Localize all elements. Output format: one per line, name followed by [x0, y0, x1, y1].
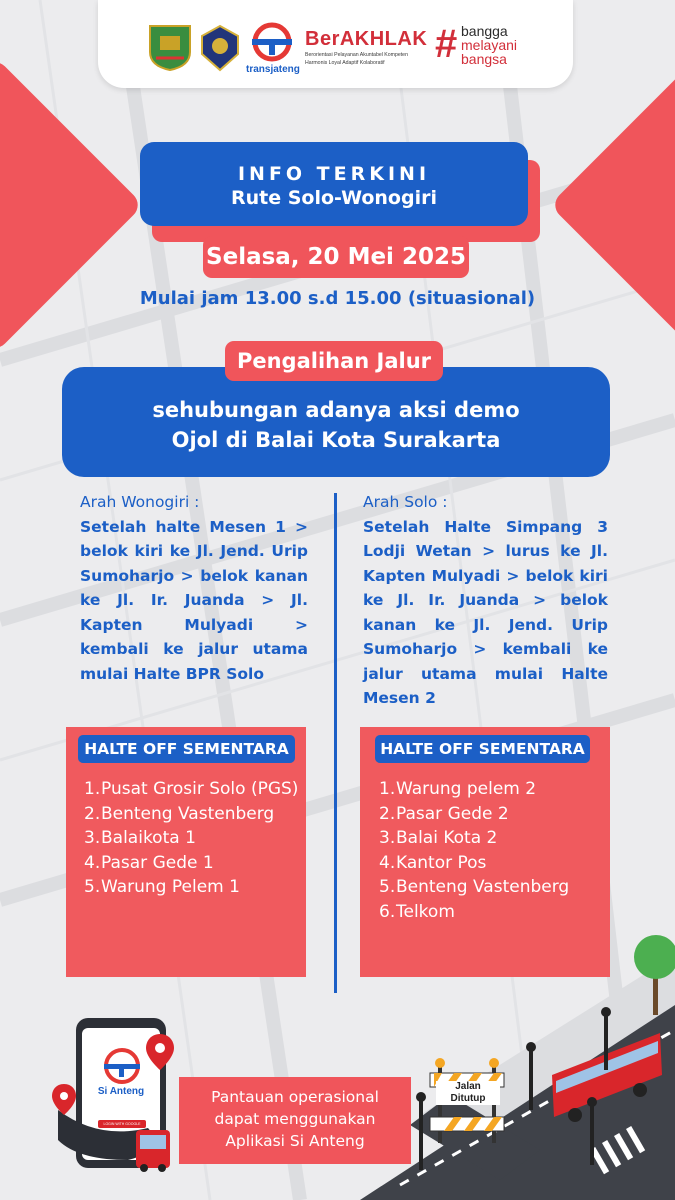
transjateng-label: transjateng	[246, 64, 300, 75]
list-number: 3.	[379, 828, 396, 848]
list-number: 1.	[84, 779, 101, 799]
road-closed-line1: Jalan	[455, 1081, 481, 1092]
list-item	[379, 777, 604, 802]
login-with-google-button: LOGIN WITH GOOGLE	[103, 1122, 141, 1126]
list-item	[379, 875, 604, 900]
list-number: 2.	[379, 803, 396, 824]
list-number: 1.	[379, 779, 396, 799]
app-info-line1: Pantauan operasional	[211, 1088, 379, 1106]
melayani-text: melayani	[461, 37, 518, 53]
list-item	[84, 826, 299, 851]
list-label: Warung Pelem 1	[101, 877, 240, 897]
list-number: 4.	[379, 852, 396, 873]
list-label: Balaikota 1	[101, 828, 196, 848]
list-item	[84, 875, 299, 900]
list-item	[84, 777, 299, 802]
diversion-tag: Pengalihan Jalur	[225, 341, 443, 381]
berakhlak-label: BerAKHLAK	[305, 28, 428, 50]
route-solo	[363, 490, 608, 711]
list-label: Telkom	[396, 901, 455, 922]
list-number: 4.	[84, 852, 101, 873]
bangga-melayani-bangsa-logo	[435, 24, 530, 70]
halte-off-title-right: HALTE OFF SEMENTARA	[375, 735, 590, 763]
title-line2: Rute Solo-Wonogiri	[231, 187, 437, 209]
list-label: Pusat Grosir Solo (PGS)	[101, 779, 299, 799]
title-line1: INFO TERKINI	[237, 163, 431, 185]
berakhlak-logo	[305, 28, 435, 67]
list-label: Pasar Gede 1	[101, 852, 214, 873]
app-name: Si Anteng	[97, 1086, 145, 1097]
list-number: 5.	[84, 877, 101, 897]
halte-off-card-left	[66, 727, 306, 977]
diversion-line1: sehubungan adanya aksi demo	[152, 398, 520, 422]
list-number: 3.	[84, 828, 101, 848]
diversion-box	[62, 367, 610, 477]
berakhlak-tagline: Berorientasi Pelayanan Akuntabel Kompeten Harmonis Loyal Adaptif Kolaboratif	[305, 52, 408, 66]
app-info-line3: Aplikasi Si Anteng	[225, 1132, 365, 1150]
list-item	[379, 851, 604, 876]
list-label: Pasar Gede 2	[396, 803, 509, 824]
kemenhub-emblem-icon	[198, 24, 242, 72]
bus-icon	[136, 1130, 170, 1172]
list-item	[379, 802, 604, 827]
halte-off-list-right	[379, 777, 604, 924]
time-text: Mulai jam 13.00 s.d 15.00 (situasional)	[139, 288, 536, 309]
bangsa-text: bangsa	[461, 51, 507, 67]
bangga-text: bangga	[461, 23, 508, 39]
list-label: Benteng Vastenberg	[396, 877, 570, 897]
list-label: Balai Kota 2	[396, 828, 498, 848]
list-label: Warung pelem 2	[396, 779, 537, 799]
list-number: 6.	[379, 901, 396, 922]
transjateng-ring-icon	[246, 22, 298, 62]
route-solo-heading: Arah Solo :	[363, 493, 448, 511]
list-item	[379, 900, 604, 925]
logo-bar	[98, 0, 573, 88]
route-divider	[334, 493, 337, 993]
hashtag-icon: #	[435, 22, 458, 66]
route-wonogiri	[80, 490, 308, 686]
list-item	[379, 826, 604, 851]
list-label: Kantor Pos	[396, 852, 487, 873]
list-item	[84, 802, 299, 827]
app-info-box	[179, 1077, 411, 1164]
list-number: 5.	[379, 877, 396, 897]
diversion-line2: Ojol di Balai Kota Surakarta	[171, 428, 501, 452]
list-item	[84, 851, 299, 876]
road-closed-line2: Ditutup	[450, 1093, 486, 1104]
date-badge: Selasa, 20 Mei 2025	[203, 236, 469, 278]
jawa-tengah-emblem-icon	[146, 22, 194, 72]
road-closed-sign	[436, 1081, 500, 1105]
halte-off-list-left	[84, 777, 299, 900]
title-box	[140, 142, 528, 226]
halte-off-title-left: HALTE OFF SEMENTARA	[78, 735, 295, 763]
route-wonogiri-heading: Arah Wonogiri :	[80, 493, 200, 511]
list-number: 2.	[84, 803, 101, 824]
transjateng-logo	[246, 22, 298, 76]
app-info-line2: dapat menggunakan	[214, 1110, 376, 1128]
route-solo-body: Setelah Halte Simpang 3 Lodji Wetan > lurus ke Jl. Kapten Mulyadi > belok kiri ke Jl. Ir. Juanda > belok kanan ke Jl. Jend. Urip Sumoharjo > kembali ke jalur utama mulai Halte Mesen 2	[363, 517, 608, 707]
list-label: Benteng Vastenberg	[101, 803, 275, 824]
route-wonogiri-body: Setelah halte Mesen 1 > belok kiri ke Jl. Jend. Urip Sumoharjo > belok kanan ke Jl. Ir. Juanda > Jl. Kapten Mulyadi > kembali ke jalur utama mulai Halte BPR Solo	[80, 517, 308, 683]
